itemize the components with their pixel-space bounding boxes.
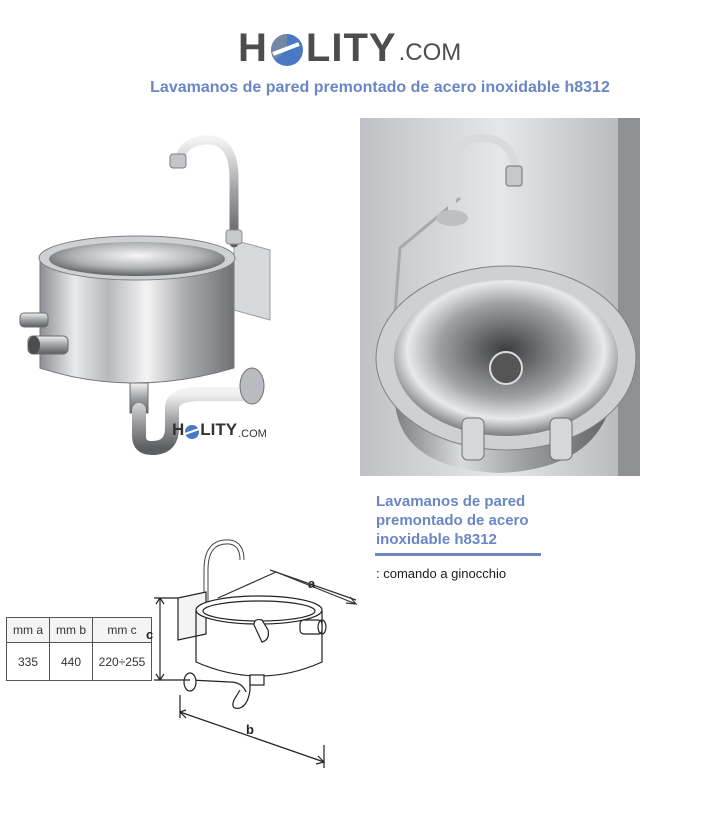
header-mm-c: mm c xyxy=(93,618,152,643)
header-mm-b: mm b xyxy=(50,618,93,643)
dimension-label-a: a xyxy=(308,576,316,591)
dimensions-value-row xyxy=(7,643,152,681)
value-a: 335 xyxy=(7,643,50,681)
product-note: : comando a ginocchio xyxy=(376,566,507,581)
technical-drawing xyxy=(150,530,370,770)
title-divider xyxy=(375,553,541,556)
watermark-domain: .COM xyxy=(238,428,267,440)
logo-suffix: LITY xyxy=(305,26,397,70)
product-title-line-2: premontado de acero xyxy=(376,512,529,529)
dimension-label-c: c xyxy=(146,627,154,642)
value-b: 440 xyxy=(50,643,93,681)
page-title: Lavamanos de pared premontado de acero inoxidable h8312 xyxy=(150,79,610,96)
logo-o-icon xyxy=(269,32,305,68)
dimensions-table xyxy=(6,617,152,681)
logo-domain: .COM xyxy=(398,39,462,66)
watermark-suffix: LITY xyxy=(200,420,238,439)
watermark-logo xyxy=(172,420,267,440)
product-photo-top xyxy=(360,118,640,476)
dimension-label-b: b xyxy=(246,722,254,737)
watermark-prefix: H xyxy=(172,420,185,439)
value-c: 220÷255 xyxy=(93,643,152,681)
dimensions-header-row xyxy=(7,618,152,643)
product-title xyxy=(376,492,576,549)
watermark-o-icon xyxy=(184,424,200,440)
logo-prefix: H xyxy=(238,26,268,70)
holity-logo[interactable] xyxy=(238,18,461,68)
header-mm-a: mm a xyxy=(7,618,50,643)
product-title-line-1: Lavamanos de pared xyxy=(376,493,526,510)
product-title-line-3: inoxidable h8312 xyxy=(376,531,497,548)
